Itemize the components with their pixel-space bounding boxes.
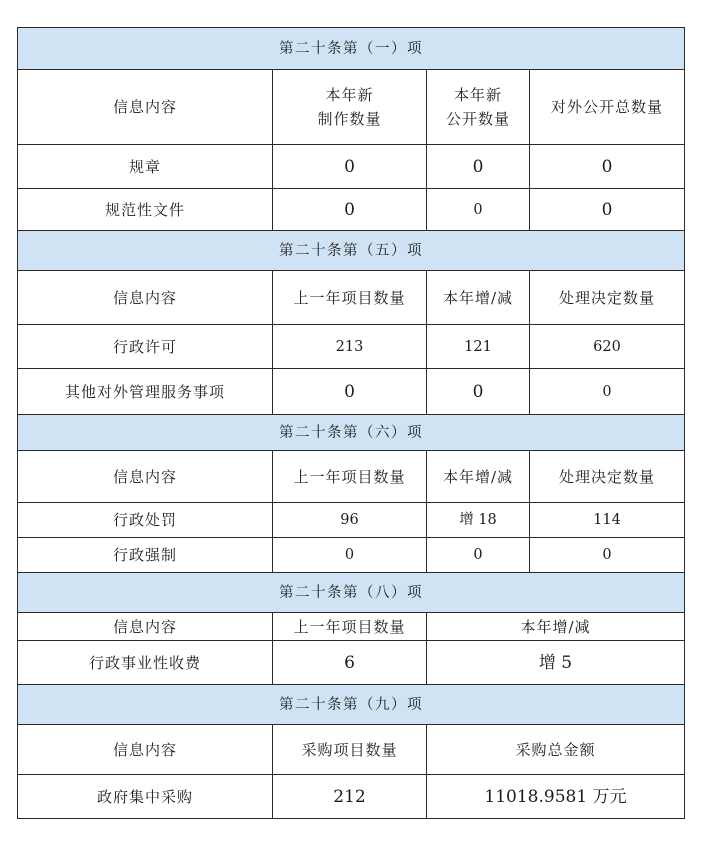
row-label: 其他对外管理服务事项	[18, 369, 273, 415]
row-label: 规章	[18, 145, 273, 189]
cell-value: 增 5	[427, 641, 685, 685]
col-header-purchase-amount: 采购总金额	[427, 725, 685, 775]
section-title-5: 第二十条第（五）项	[18, 231, 685, 271]
row-label: 行政强制	[18, 538, 273, 573]
cell-value: 0	[427, 369, 530, 415]
row-label: 行政许可	[18, 325, 273, 369]
col-header-change: 本年增/减	[427, 451, 530, 503]
cell-value: 0	[273, 189, 427, 231]
section-title-6: 第二十条第（六）项	[18, 415, 685, 451]
cell-value: 0	[530, 369, 685, 415]
col-header-new-published-line2: 公开数量	[445, 110, 510, 128]
cell-value: 0	[427, 145, 530, 189]
col-header-new-published-line1: 本年新	[453, 86, 502, 104]
col-header-change: 本年增/减	[427, 271, 530, 325]
col-header-decisions: 处理决定数量	[530, 451, 685, 503]
col-header-change: 本年增/减	[427, 613, 685, 641]
col-header-new-made-line2: 制作数量	[317, 110, 382, 128]
table-row	[18, 189, 685, 231]
cell-value: 0	[530, 538, 685, 573]
cell-value: 0	[273, 369, 427, 415]
cell-value: 0	[273, 145, 427, 189]
cell-value: 6	[273, 641, 427, 685]
col-header-content: 信息内容	[18, 613, 273, 641]
cell-value: 0	[273, 538, 427, 573]
table-row	[18, 369, 685, 415]
cell-value: 0	[530, 145, 685, 189]
col-header-new-published	[427, 70, 530, 145]
cell-value: 213	[273, 325, 427, 369]
row-label: 规范性文件	[18, 189, 273, 231]
cell-value: 121	[427, 325, 530, 369]
section-title-8: 第二十条第（八）项	[18, 573, 685, 613]
cell-value: 620	[530, 325, 685, 369]
table-row	[18, 325, 685, 369]
col-header-prev-count: 上一年项目数量	[273, 613, 427, 641]
cell-value: 114	[530, 503, 685, 538]
row-label: 行政事业性收费	[18, 641, 273, 685]
col-header-content: 信息内容	[18, 451, 273, 503]
row-label: 政府集中采购	[18, 775, 273, 819]
col-header-prev-count: 上一年项目数量	[273, 271, 427, 325]
row-label: 行政处罚	[18, 503, 273, 538]
col-header-public-total: 对外公开总数量	[530, 70, 685, 145]
table-row	[18, 503, 685, 538]
table-row	[18, 641, 685, 685]
col-header-new-made-line1: 本年新	[325, 86, 374, 104]
table-row	[18, 145, 685, 189]
col-header-content: 信息内容	[18, 271, 273, 325]
cell-value: 增 18	[427, 503, 530, 538]
col-header-decisions: 处理决定数量	[530, 271, 685, 325]
col-header-new-made	[273, 70, 427, 145]
cell-value: 96	[273, 503, 427, 538]
cell-value: 0	[427, 538, 530, 573]
cell-value: 0	[530, 189, 685, 231]
table-row	[18, 775, 685, 819]
col-header-purchase-count: 采购项目数量	[273, 725, 427, 775]
table-row	[18, 538, 685, 573]
cell-value: 212	[273, 775, 427, 819]
col-header-content: 信息内容	[18, 70, 273, 145]
col-header-prev-count: 上一年项目数量	[273, 451, 427, 503]
section-title-9: 第二十条第（九）项	[18, 685, 685, 725]
section-title-1: 第二十条第（一）项	[18, 28, 685, 70]
cell-value: 11018.9581 万元	[427, 775, 685, 819]
disclosure-table	[17, 27, 685, 819]
col-header-content: 信息内容	[18, 725, 273, 775]
cell-value: 0	[427, 189, 530, 231]
